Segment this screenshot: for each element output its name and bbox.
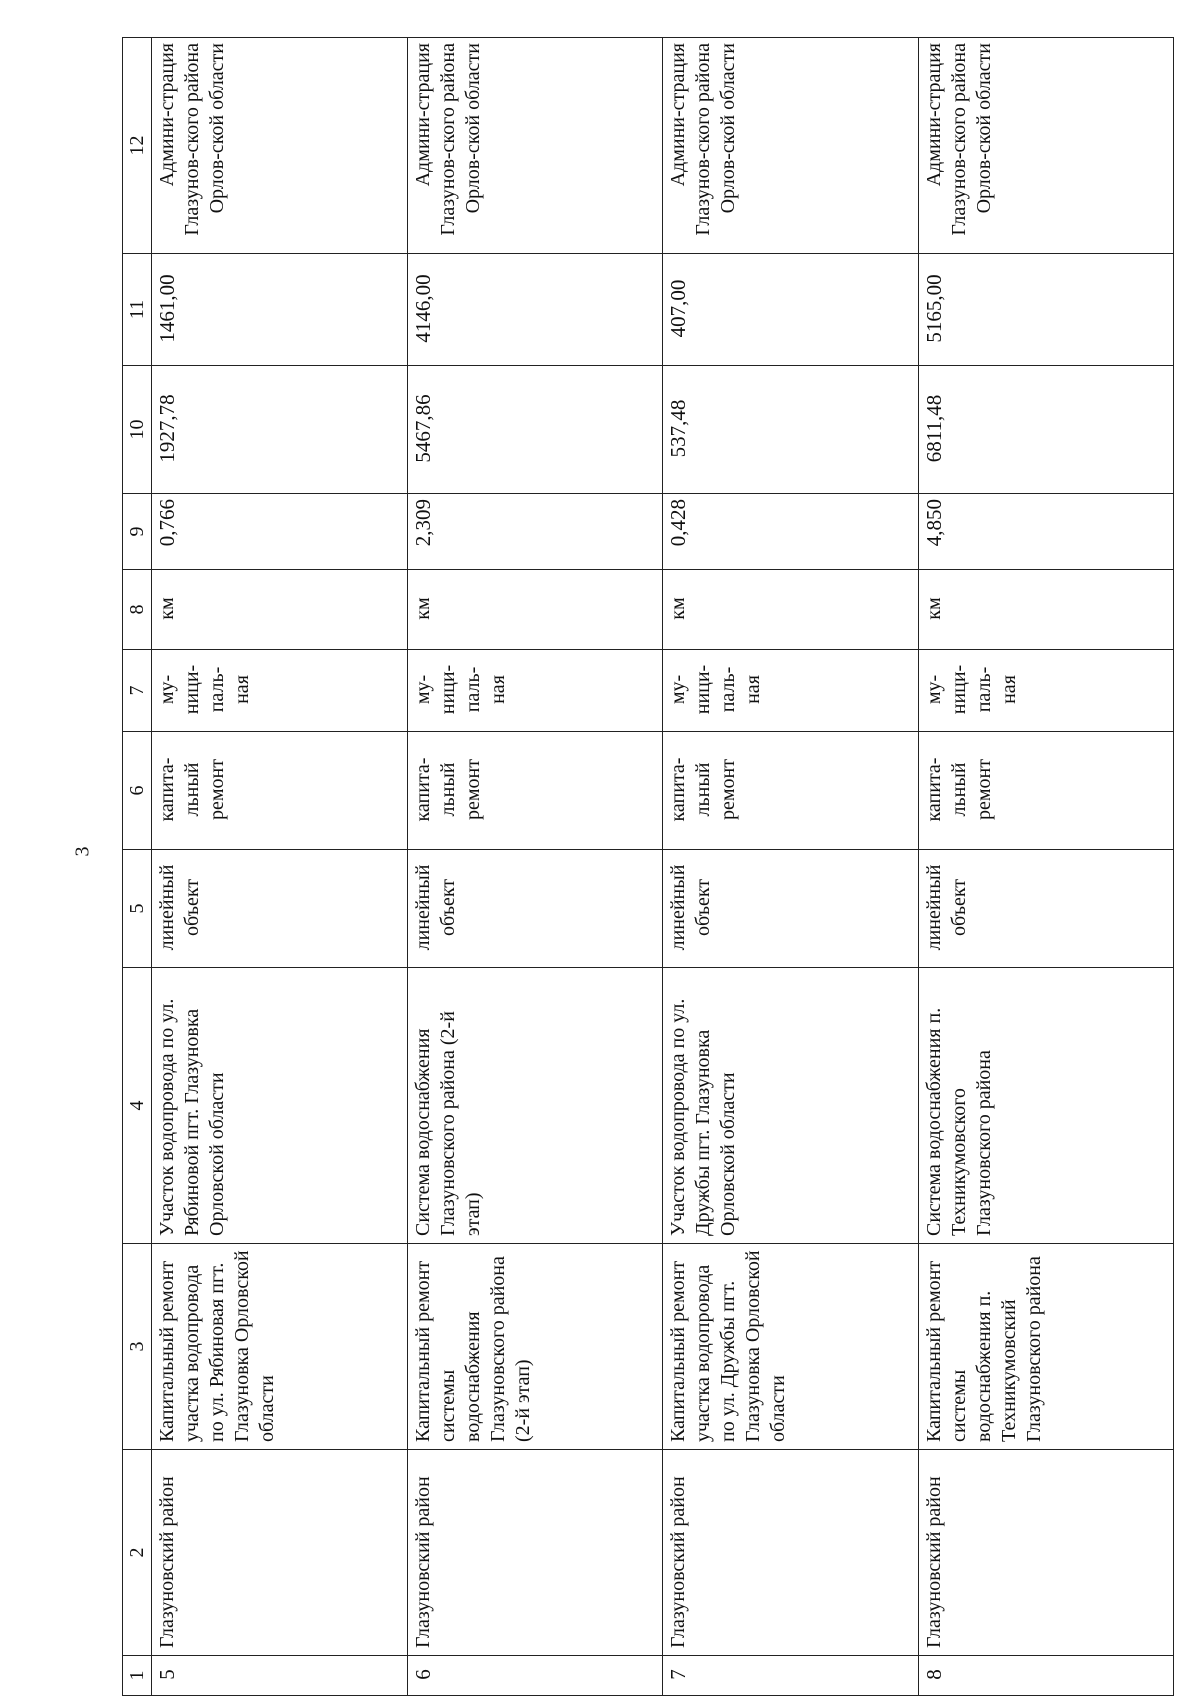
works-table <box>122 37 1174 1696</box>
ownership-cell: му-ници-паль-ная <box>407 650 663 732</box>
unit-cell: км <box>663 570 919 650</box>
row-number: 6 <box>407 1656 663 1696</box>
customer-cell: Админи-страция Глазунов-ского района Орлов-ской области <box>663 38 919 254</box>
page-number: 3 <box>71 846 94 857</box>
customer-cell: Админи-страция Глазунов-ского района Орлов-ской области <box>918 38 1174 254</box>
capacity-cell: 0,766 <box>152 494 408 570</box>
header-cell: 6 <box>123 732 152 850</box>
table-row <box>918 38 1174 1696</box>
capacity-cell: 2,309 <box>407 494 663 570</box>
column-number-row <box>123 38 152 1696</box>
work-type-cell: капита-льный ремонт <box>918 732 1174 850</box>
unit-cell: км <box>407 570 663 650</box>
header-cell: 12 <box>123 38 152 254</box>
event-cell: Капитальный ремонт участка водопровода по ул. Рябиновая пгт. Глазуновка Орловской области <box>152 1244 408 1450</box>
cost-total-cell: 1927,78 <box>152 366 408 494</box>
capacity-cell: 0,428 <box>663 494 919 570</box>
capacity-cell: 4,850 <box>918 494 1174 570</box>
event-cell: Капитальный ремонт участка водопровода по ул. Дружбы пгт. Глазуновка Орловской области <box>663 1244 919 1450</box>
header-cell: 7 <box>123 650 152 732</box>
ownership-cell: му-ници-паль-ная <box>663 650 919 732</box>
ownership-cell: му-ници-паль-ная <box>152 650 408 732</box>
district-cell: Глазуновский район <box>663 1450 919 1656</box>
object-cell: Система водоснабжения Глазуновского района (2-й этап) <box>407 968 663 1244</box>
object-cell: Система водоснабжения п. Техникумовского Глазуновского района <box>918 968 1174 1244</box>
cost-part-cell: 1461,00 <box>152 254 408 366</box>
header-cell: 11 <box>123 254 152 366</box>
ownership-cell: му-ници-паль-ная <box>918 650 1174 732</box>
object-cell: Участок водопровода по ул. Дружбы пгт. Глазуновка Орловской области <box>663 968 919 1244</box>
object-type-cell: линейный объект <box>918 850 1174 968</box>
event-cell: Капитальный ремонт системы водоснабжения п. Техникумовский Глазуновского района <box>918 1244 1174 1450</box>
district-cell: Глазуновский район <box>407 1450 663 1656</box>
header-cell: 5 <box>123 850 152 968</box>
header-cell: 4 <box>123 968 152 1244</box>
table-row <box>152 38 408 1696</box>
district-cell: Глазуновский район <box>152 1450 408 1656</box>
cost-part-cell: 5165,00 <box>918 254 1174 366</box>
work-type-cell: капита-льный ремонт <box>152 732 408 850</box>
header-cell: 10 <box>123 366 152 494</box>
event-cell: Капитальный ремонт системы водоснабжения Глазуновского района (2-й этап) <box>407 1244 663 1450</box>
rotated-table-container <box>122 38 1174 1696</box>
row-number: 7 <box>663 1656 919 1696</box>
object-type-cell: линейный объект <box>152 850 408 968</box>
table-row <box>663 38 919 1696</box>
object-type-cell: линейный объект <box>663 850 919 968</box>
cost-total-cell: 6811,48 <box>918 366 1174 494</box>
table-row <box>407 38 663 1696</box>
cost-total-cell: 5467,86 <box>407 366 663 494</box>
row-number: 8 <box>918 1656 1174 1696</box>
customer-cell: Админи-страция Глазунов-ского района Орлов-ской области <box>152 38 408 254</box>
object-type-cell: линейный объект <box>407 850 663 968</box>
row-number: 5 <box>152 1656 408 1696</box>
header-cell: 8 <box>123 570 152 650</box>
cost-part-cell: 407,00 <box>663 254 919 366</box>
header-cell: 1 <box>123 1656 152 1696</box>
header-cell: 3 <box>123 1244 152 1450</box>
unit-cell: км <box>918 570 1174 650</box>
customer-cell: Админи-страция Глазунов-ского района Орлов-ской области <box>407 38 663 254</box>
header-cell: 2 <box>123 1450 152 1656</box>
district-cell: Глазуновский район <box>918 1450 1174 1656</box>
header-cell: 9 <box>123 494 152 570</box>
cost-total-cell: 537,48 <box>663 366 919 494</box>
cost-part-cell: 4146,00 <box>407 254 663 366</box>
object-cell: Участок водопровода по ул. Рябиновой пгт. Глазуновка Орловской области <box>152 968 408 1244</box>
work-type-cell: капита-льный ремонт <box>407 732 663 850</box>
unit-cell: км <box>152 570 408 650</box>
work-type-cell: капита-льный ремонт <box>663 732 919 850</box>
